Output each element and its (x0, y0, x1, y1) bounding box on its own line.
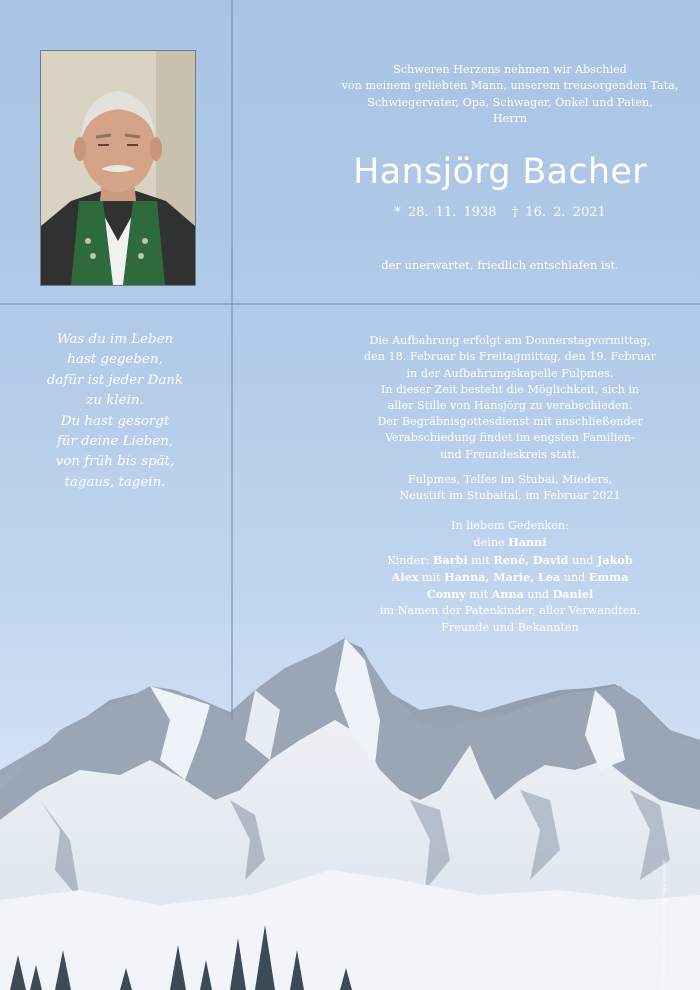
mourner-name: René, David (493, 552, 569, 567)
mourner-name: Hanni (508, 535, 547, 550)
mourner-name: Jakob (597, 552, 633, 567)
viewing-line: den 18. Februar bis Freitagmittag, den 19. Februar (363, 350, 657, 364)
text-part: mit (467, 553, 494, 567)
viewing-line: in der Aufbahrungskapelle Fulpmes. (406, 366, 614, 380)
text-part: Kinder: (387, 553, 433, 567)
poem-line: für deine Lieben, (56, 434, 174, 450)
mourner-line (340, 552, 680, 569)
poem-line: tagaus, tagein. (64, 474, 166, 490)
mourner-name: Daniel (552, 587, 594, 602)
intro-text (340, 62, 680, 127)
poem-line: Du hast gesorgt (60, 413, 170, 429)
mourner-name: Alex (391, 569, 419, 584)
deceased-name: Hansjörg Bacher (353, 152, 647, 192)
birth-date: * 28. 11. 1938 (394, 205, 497, 220)
mourner-name: Anna (491, 587, 524, 602)
intro-line: Schwiegervater, Opa, Schwager, Onkel und Paten, (367, 95, 653, 109)
text-part: und (523, 588, 553, 602)
text-part: und (568, 553, 598, 567)
viewing-info (340, 333, 680, 414)
place-date-info (340, 472, 680, 505)
viewing-line: aller Stille von Hansjörg zu verabschieden. (387, 399, 633, 413)
cross-horizontal-line (0, 303, 700, 305)
place-line: Fulpmes, Telfes im Stubai, Mieders, (407, 473, 613, 486)
mourner-name: Emma (588, 569, 629, 584)
intro-line: Herrn (492, 111, 528, 125)
photo-credit: © TEPPER Hall / Bestattung Haslwanter (660, 859, 668, 988)
mourner-line (340, 569, 680, 586)
mourner-line: im Namen der Patenkinder, aller Verwandten, (379, 604, 641, 618)
poem-line: hast gegeben, (67, 352, 163, 368)
mourner-name: Hanna, Marie, Lea (444, 569, 561, 584)
text-part: und (560, 570, 589, 584)
viewing-line: Die Aufbahrung erfolgt am Donnerstagvormittag, (369, 334, 651, 347)
viewing-line: In dieser Zeit besteht die Möglichkeit, sich in (380, 382, 640, 396)
place-line: Neustift im Stubaital, im Februar 2021 (399, 489, 621, 503)
text-part: deine (473, 536, 509, 550)
poem-line: zu klein. (86, 393, 144, 409)
portrait-photo (40, 50, 196, 286)
mourners-list (340, 518, 680, 636)
mourner-line (340, 534, 680, 551)
poem-line: von früh bis spät, (55, 454, 175, 470)
poem-line: dafür ist jeder Dank (46, 372, 184, 388)
funeral-line: Verabschiedung findet im engsten Familien- (384, 431, 636, 445)
funeral-info (340, 414, 680, 463)
funeral-line: Der Begräbnisgottesdienst mit anschließender (377, 415, 643, 428)
cross-vertical-line (231, 0, 233, 720)
intro-line: Schweren Herzens nehmen wir Abschied (393, 63, 627, 76)
death-date: † 16. 2. 2021 (511, 205, 606, 220)
funeral-line: und Freundeskreis statt. (440, 447, 580, 461)
memory-heading: In liebem Gedenken: (451, 519, 569, 532)
poem (20, 330, 210, 493)
text-part: mit (465, 588, 492, 602)
mourner-line: Freunde und Bekannten (441, 620, 579, 634)
life-dates (330, 205, 670, 220)
text-part: mit (418, 570, 445, 584)
poem-line: Was du im Leben (56, 332, 174, 347)
mourner-line (340, 586, 680, 603)
passed-away-text: der unerwartet, friedlich entschlafen ist. (381, 258, 619, 272)
mourner-name: Barbi (432, 552, 468, 567)
mourner-name: Conny (426, 587, 466, 602)
intro-line: von meinem geliebten Mann, unserem treusorgenden Tata, (341, 79, 679, 93)
